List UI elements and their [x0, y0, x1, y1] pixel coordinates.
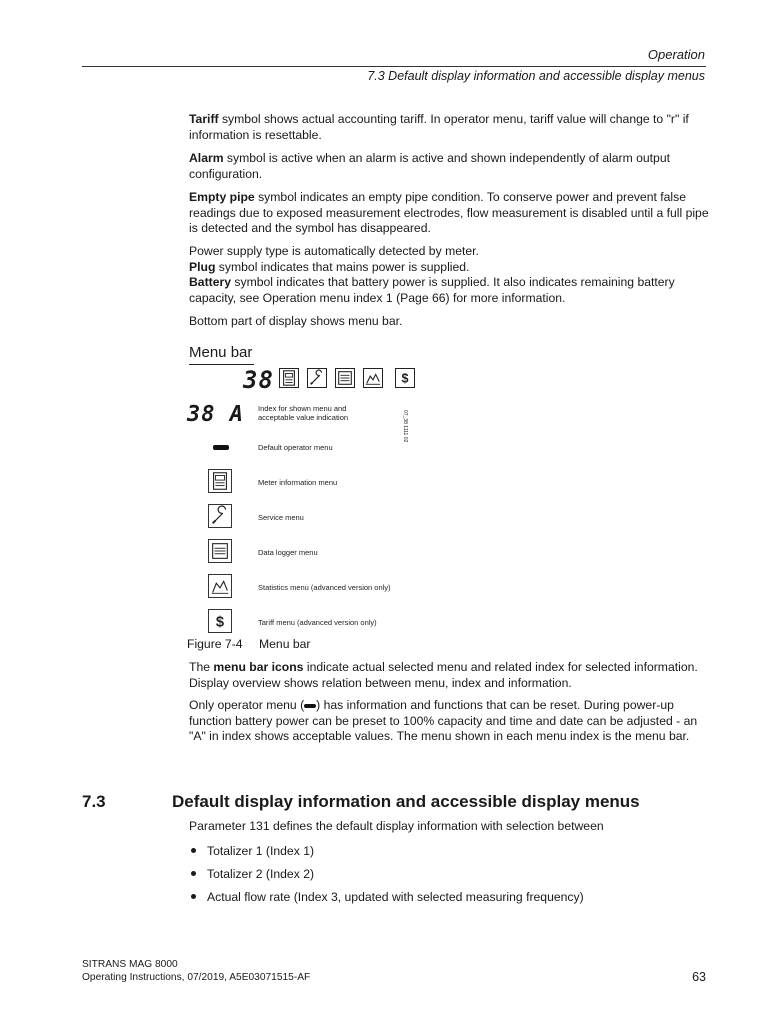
meter-info-icon — [279, 368, 299, 388]
section-number: 7.3 — [82, 792, 106, 811]
statistics-icon — [363, 368, 383, 388]
menu-bar-heading-rule — [189, 364, 254, 365]
legend-label-service: Service menu — [258, 513, 304, 522]
operator-menu-paragraph — [189, 698, 709, 745]
alarm-term: Alarm — [189, 151, 224, 165]
icons-pre: The — [189, 660, 214, 674]
svg-text:$: $ — [401, 371, 409, 386]
operator-dash-inline-icon — [304, 704, 316, 708]
list-item: Actual flow rate (Index 3, updated with selected measuring frequency) — [189, 889, 584, 912]
empty-pipe-text: symbol indicates an empty pipe condition. To conserve power and prevent false readings due to exposed measurement electrodes, flow measurement is disabled until a full pipe is detected and the symbol has disappeared. — [189, 190, 709, 235]
dollar-icon — [395, 368, 415, 388]
figure-caption — [187, 637, 311, 651]
alarm-paragraph — [189, 151, 709, 182]
legend-statistics-icon — [208, 574, 232, 598]
figure-id-label — [398, 408, 410, 448]
power-paragraph — [189, 244, 709, 306]
figure-title: Menu bar — [259, 637, 311, 651]
header-chapter: Operation — [647, 47, 705, 62]
index-description: Index for shown menu and acceptable value indication — [258, 404, 349, 422]
footer-doc: Operating Instructions, 07/2019, A5E03071515-AF — [82, 971, 311, 983]
tariff-term: Tariff — [189, 112, 219, 126]
legend-data-logger-icon — [208, 539, 232, 563]
bottom-text: Bottom part of display shows menu bar. — [189, 314, 403, 328]
wrench-icon — [307, 368, 327, 388]
tariff-text: symbol shows actual accounting tariff. In operator menu, tariff value will change to "r" if information is resettable. — [189, 112, 689, 142]
header-section: 7.3 Default display information and accessible display menus — [367, 69, 705, 83]
plug-term: Plug — [189, 259, 216, 274]
icons-term: menu bar icons — [213, 660, 304, 674]
operator-pre: Only operator menu ( — [189, 698, 305, 712]
section-title: Default display information and accessible display menus — [172, 792, 640, 811]
battery-term: Battery — [189, 275, 231, 289]
legend-label-meter-info: Meter information menu — [258, 478, 338, 487]
list-item: Totalizer 1 (Index 1) — [189, 843, 584, 866]
empty-pipe-term: Empty pipe — [189, 190, 255, 204]
figure-id-text: 07_38 1111 02 — [402, 410, 408, 443]
section-intro: Parameter 131 defines the default display information with selection between — [189, 819, 604, 833]
menu-bar-icons-paragraph — [189, 660, 709, 691]
figure-number: Figure 7-4 — [187, 637, 243, 651]
legend-label-tariff: Tariff menu (advanced version only) — [258, 618, 377, 627]
operator-post: ) has information and functions that can be reset. During power-up function battery power can be preset to 100% capacity and time and date can be adjusted - an "A" in index shows acceptable values. The menu shown in each menu index is the menu bar. — [189, 698, 698, 743]
svg-text:$: $ — [215, 614, 225, 631]
icons-rest: indicate actual selected menu and related index for selected information. Display overview shows relation between menu, index and information. — [189, 660, 698, 690]
footer-product: SITRANS MAG 8000 — [82, 959, 178, 970]
alarm-text: symbol is active when an alarm is active and shown independently of alarm output configuration. — [189, 151, 670, 181]
legend-meter-info-icon — [208, 469, 232, 493]
list-item: Totalizer 2 (Index 2) — [189, 866, 584, 889]
operator-dash-icon — [213, 445, 229, 450]
header-rule — [82, 66, 706, 67]
lcd-index-digits: 38 A — [187, 402, 244, 427]
empty-pipe-paragraph — [189, 190, 709, 237]
legend-dollar-icon — [208, 609, 232, 633]
legend-label-operator: Default operator menu — [258, 443, 333, 452]
tariff-paragraph — [189, 112, 709, 143]
footer — [82, 959, 310, 984]
battery-text: symbol indicates that battery power is supplied. It also indicates remaining battery capacity, see Operation menu index 1 (Page 66) for more information. — [189, 275, 675, 305]
bottom-paragraph — [189, 314, 709, 330]
power-supply-text: Power supply type is automatically detected by meter. — [189, 244, 479, 258]
legend-label-data-logger: Data logger menu — [258, 548, 318, 557]
data-logger-icon — [335, 368, 355, 388]
section-bullet-list — [189, 843, 584, 912]
lcd-top-digits: 38 — [243, 366, 274, 394]
legend-label-statistics: Statistics menu (advanced version only) — [258, 583, 391, 592]
legend-wrench-icon — [208, 504, 232, 528]
page-number: 63 — [692, 970, 706, 984]
plug-text: symbol indicates that mains power is supplied. — [215, 259, 470, 274]
menu-bar-heading: Menu bar — [189, 344, 253, 361]
